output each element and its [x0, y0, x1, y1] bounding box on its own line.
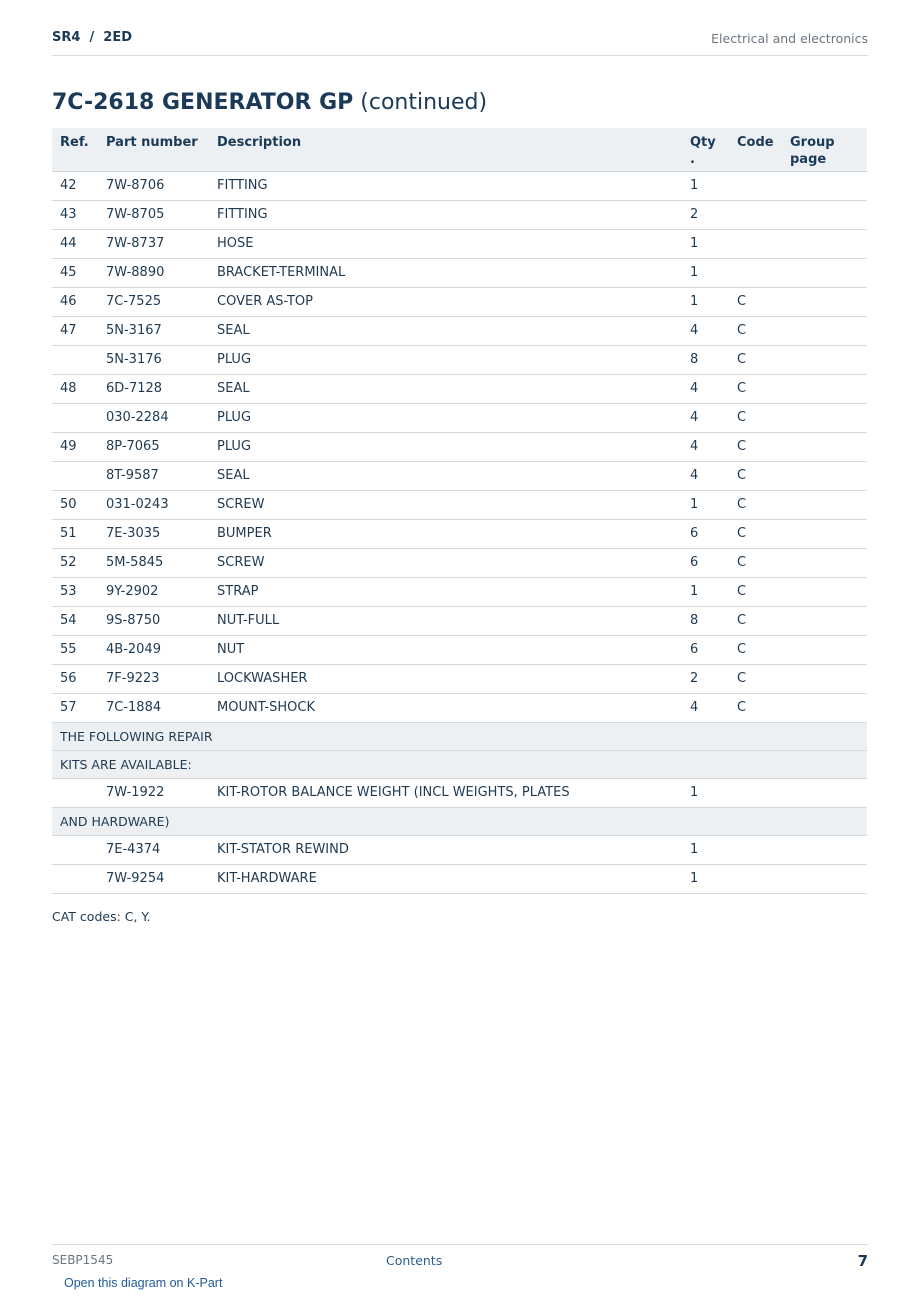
- cell-ref: 57: [52, 693, 98, 722]
- table-row: [52, 171, 867, 200]
- cell-ref: [52, 864, 98, 893]
- table-row: [52, 345, 867, 374]
- cell-description: PLUG: [209, 403, 682, 432]
- cell-qty: 2: [682, 664, 729, 693]
- parts-table: [52, 128, 867, 894]
- cell-qty: 8: [682, 606, 729, 635]
- table-row: [52, 577, 867, 606]
- cell-part-number: 7F-9223: [98, 664, 209, 693]
- cell-part-number: 7W-9254: [98, 864, 209, 893]
- cell-qty: 8: [682, 345, 729, 374]
- cell-code: C: [729, 403, 782, 432]
- table-row: [52, 374, 867, 403]
- cell-group-page: [782, 345, 867, 374]
- title-main: 7C-2618 GENERATOR GP: [52, 90, 354, 115]
- cell-part-number: 7W-1922: [98, 778, 209, 807]
- cell-code: [729, 258, 782, 287]
- cell-ref: 44: [52, 229, 98, 258]
- cell-description: SEAL: [209, 316, 682, 345]
- cell-group-page: [782, 403, 867, 432]
- cell-group-page: [782, 664, 867, 693]
- cell-ref: 46: [52, 287, 98, 316]
- cell-part-number: 6D-7128: [98, 374, 209, 403]
- cell-group-page: [782, 693, 867, 722]
- col-header-part-number: Part number: [98, 128, 209, 171]
- page-header: [52, 28, 868, 56]
- cell-description: KIT-STATOR REWIND: [209, 835, 682, 864]
- cell-qty: 1: [682, 490, 729, 519]
- cell-group-page: [782, 490, 867, 519]
- cell-part-number: 031-0243: [98, 490, 209, 519]
- table-row: [52, 461, 867, 490]
- cell-group-page: [782, 577, 867, 606]
- page-title: [52, 90, 487, 115]
- title-suffix: (continued): [360, 90, 488, 115]
- cell-group-page: [782, 835, 867, 864]
- cell-description: FITTING: [209, 200, 682, 229]
- cell-qty: 1: [682, 287, 729, 316]
- table-row: [52, 778, 867, 807]
- cell-part-number: 7E-3035: [98, 519, 209, 548]
- note-row: [52, 750, 867, 778]
- document-number: SEBP1545: [52, 1253, 114, 1267]
- cell-description: BUMPER: [209, 519, 682, 548]
- cell-part-number: 5M-5845: [98, 548, 209, 577]
- cell-group-page: [782, 548, 867, 577]
- cell-code: [729, 200, 782, 229]
- cell-description: FITTING: [209, 171, 682, 200]
- table-header-row: [52, 128, 867, 171]
- cell-group-page: [782, 374, 867, 403]
- cell-qty: 6: [682, 635, 729, 664]
- cell-ref: 56: [52, 664, 98, 693]
- page-number: 7: [857, 1252, 868, 1270]
- note-row: [52, 807, 867, 835]
- note-text: AND HARDWARE): [52, 807, 867, 835]
- cell-qty: 6: [682, 519, 729, 548]
- cell-code: [729, 778, 782, 807]
- table-row: [52, 316, 867, 345]
- cell-ref: 42: [52, 171, 98, 200]
- cell-qty: 1: [682, 258, 729, 287]
- table-row: [52, 403, 867, 432]
- cell-ref: 48: [52, 374, 98, 403]
- table-row: [52, 229, 867, 258]
- table-row: [52, 835, 867, 864]
- cell-part-number: 7W-8737: [98, 229, 209, 258]
- cell-qty: 4: [682, 693, 729, 722]
- cell-code: C: [729, 635, 782, 664]
- open-kpart-link[interactable]: Open this diagram on K-Part: [64, 1276, 223, 1290]
- cell-part-number: 7W-8706: [98, 171, 209, 200]
- cell-code: C: [729, 664, 782, 693]
- cell-group-page: [782, 229, 867, 258]
- cell-description: KIT-HARDWARE: [209, 864, 682, 893]
- table-row: [52, 635, 867, 664]
- table-row: [52, 287, 867, 316]
- cell-code: C: [729, 693, 782, 722]
- cell-code: [729, 864, 782, 893]
- table-row: [52, 519, 867, 548]
- cell-group-page: [782, 171, 867, 200]
- cell-part-number: 5N-3167: [98, 316, 209, 345]
- table-row: [52, 200, 867, 229]
- cell-part-number: 5N-3176: [98, 345, 209, 374]
- section-label: Electrical and electronics: [711, 31, 868, 46]
- table-row: [52, 490, 867, 519]
- cell-part-number: 7W-8890: [98, 258, 209, 287]
- cell-ref: 45: [52, 258, 98, 287]
- cell-ref: 53: [52, 577, 98, 606]
- cell-code: [729, 835, 782, 864]
- col-header-group-page: Group page: [782, 128, 867, 171]
- cell-code: C: [729, 548, 782, 577]
- cell-group-page: [782, 635, 867, 664]
- page-footer: [52, 1244, 868, 1275]
- cell-qty: 1: [682, 171, 729, 200]
- cell-description: PLUG: [209, 345, 682, 374]
- cat-codes-note: CAT codes: C, Y.: [52, 909, 151, 924]
- table-row: [52, 548, 867, 577]
- cell-description: BRACKET-TERMINAL: [209, 258, 682, 287]
- cell-part-number: 7C-1884: [98, 693, 209, 722]
- cell-ref: [52, 345, 98, 374]
- table-row: [52, 864, 867, 893]
- cell-group-page: [782, 778, 867, 807]
- cell-code: C: [729, 345, 782, 374]
- col-header-ref: Ref.: [52, 128, 98, 171]
- cell-ref: [52, 403, 98, 432]
- cell-ref: 50: [52, 490, 98, 519]
- cell-group-page: [782, 432, 867, 461]
- cell-group-page: [782, 864, 867, 893]
- table-row: [52, 693, 867, 722]
- cell-code: C: [729, 519, 782, 548]
- cell-group-page: [782, 258, 867, 287]
- model-label: SR4 / 2ED: [52, 30, 132, 45]
- cell-description: PLUG: [209, 432, 682, 461]
- parts-table-body: [52, 171, 867, 893]
- cell-qty: 2: [682, 200, 729, 229]
- cell-description: STRAP: [209, 577, 682, 606]
- cell-qty: 1: [682, 577, 729, 606]
- cell-code: [729, 229, 782, 258]
- cell-qty: 1: [682, 229, 729, 258]
- cell-description: NUT-FULL: [209, 606, 682, 635]
- cell-ref: 49: [52, 432, 98, 461]
- cell-qty: 4: [682, 432, 729, 461]
- cell-group-page: [782, 519, 867, 548]
- cell-group-page: [782, 461, 867, 490]
- table-row: [52, 432, 867, 461]
- cell-qty: 1: [682, 864, 729, 893]
- cell-part-number: 7C-7525: [98, 287, 209, 316]
- cell-group-page: [782, 316, 867, 345]
- cell-code: C: [729, 577, 782, 606]
- cell-description: COVER AS-TOP: [209, 287, 682, 316]
- cell-part-number: 030-2284: [98, 403, 209, 432]
- cell-description: HOSE: [209, 229, 682, 258]
- cell-qty: 1: [682, 778, 729, 807]
- col-header-description: Description: [209, 128, 682, 171]
- cell-description: SCREW: [209, 490, 682, 519]
- cell-qty: 4: [682, 374, 729, 403]
- cell-part-number: 4B-2049: [98, 635, 209, 664]
- cell-description: NUT: [209, 635, 682, 664]
- cell-ref: 47: [52, 316, 98, 345]
- cell-qty: 4: [682, 461, 729, 490]
- cell-code: C: [729, 287, 782, 316]
- cell-description: SCREW: [209, 548, 682, 577]
- cell-part-number: 9Y-2902: [98, 577, 209, 606]
- cell-code: C: [729, 606, 782, 635]
- cell-code: C: [729, 490, 782, 519]
- cell-qty: 6: [682, 548, 729, 577]
- cell-qty: 1: [682, 835, 729, 864]
- note-text: KITS ARE AVAILABLE:: [52, 750, 867, 778]
- cell-ref: 54: [52, 606, 98, 635]
- table-row: [52, 606, 867, 635]
- cell-code: C: [729, 461, 782, 490]
- table-row: [52, 664, 867, 693]
- cell-ref: [52, 461, 98, 490]
- cell-part-number: 8T-9587: [98, 461, 209, 490]
- cell-code: C: [729, 432, 782, 461]
- cell-ref: 43: [52, 200, 98, 229]
- note-text: THE FOLLOWING REPAIR: [52, 722, 867, 750]
- cell-code: [729, 171, 782, 200]
- cell-qty: 4: [682, 316, 729, 345]
- table-row: [52, 258, 867, 287]
- col-header-qty: Qty .: [682, 128, 729, 171]
- contents-link[interactable]: Contents: [386, 1253, 443, 1268]
- cell-ref: 55: [52, 635, 98, 664]
- cell-qty: 4: [682, 403, 729, 432]
- cell-ref: 52: [52, 548, 98, 577]
- cell-description: KIT-ROTOR BALANCE WEIGHT (INCL WEIGHTS, PLATES: [209, 778, 682, 807]
- cell-ref: [52, 778, 98, 807]
- cell-group-page: [782, 200, 867, 229]
- cell-group-page: [782, 287, 867, 316]
- cell-description: LOCKWASHER: [209, 664, 682, 693]
- cell-description: SEAL: [209, 461, 682, 490]
- note-row: [52, 722, 867, 750]
- cell-code: C: [729, 316, 782, 345]
- cell-ref: [52, 835, 98, 864]
- cell-part-number: 7E-4374: [98, 835, 209, 864]
- cell-ref: 51: [52, 519, 98, 548]
- cell-part-number: 7W-8705: [98, 200, 209, 229]
- cell-group-page: [782, 606, 867, 635]
- cell-code: C: [729, 374, 782, 403]
- cell-part-number: 9S-8750: [98, 606, 209, 635]
- cell-part-number: 8P-7065: [98, 432, 209, 461]
- cell-description: SEAL: [209, 374, 682, 403]
- col-header-code: Code: [729, 128, 782, 171]
- cell-description: MOUNT-SHOCK: [209, 693, 682, 722]
